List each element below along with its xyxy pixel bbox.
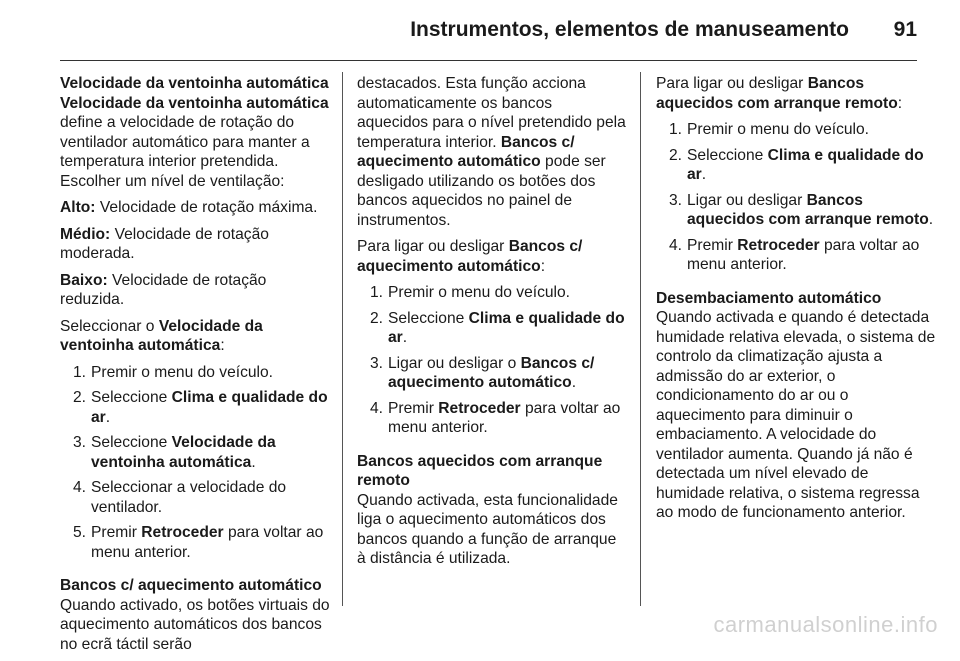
fan-speed-intro-text: define a velocidade de rotação do ventilador automático para manter a temperatura interior pretendida. Escolher um nível de ventilação: xyxy=(60,114,310,190)
option-baixo-text: Velocidade de rotação reduzida. xyxy=(60,271,267,308)
page-number: 91 xyxy=(893,18,917,41)
step-text-post: . xyxy=(402,329,408,346)
column-1 xyxy=(60,74,330,661)
list-item xyxy=(357,309,627,348)
option-medio xyxy=(60,225,330,264)
step-text xyxy=(91,363,330,383)
step-text-pre: Seleccione xyxy=(91,434,168,451)
list-item xyxy=(357,354,627,393)
toggle-text: Para ligar ou desligar xyxy=(357,238,505,255)
section-heading-heated-seats: Bancos c/ aquecimento automático xyxy=(60,577,322,594)
list-item xyxy=(60,523,330,562)
step-text xyxy=(388,354,627,393)
step-text-post: . xyxy=(701,166,707,183)
step-number: 4. xyxy=(369,399,383,417)
step-text xyxy=(388,283,627,303)
column-divider-2 xyxy=(640,72,641,606)
step-number: 3. xyxy=(72,434,86,451)
option-alto-label: Alto: xyxy=(60,199,96,216)
step-text-bold: Clima e qualidade do ar xyxy=(91,389,328,426)
step-text-post: para voltar ao menu anterior. xyxy=(687,236,920,273)
step-text-pre: Premir o menu do veículo. xyxy=(388,284,571,301)
step-text-bold: Velocidade da ventoinha automática xyxy=(91,434,276,471)
step-text xyxy=(91,388,330,427)
select-instruction-text: Seleccionar o xyxy=(60,317,155,335)
heated-seats-text: Quando activado, os botões virtuais do aquecimento automáticos dos bancos no ecrã táctil serão xyxy=(60,596,330,653)
step-text-pre: Seleccionar a velocidade do ventilador. xyxy=(91,479,287,516)
toggle-instruction xyxy=(357,237,627,276)
step-number: 2. xyxy=(668,146,682,164)
list-item xyxy=(656,120,936,140)
list-item xyxy=(60,388,330,427)
step-number: 4. xyxy=(72,479,86,496)
fan-speed-steps xyxy=(60,363,330,563)
option-baixo xyxy=(60,271,330,310)
option-medio-text: Velocidade de rotação moderada. xyxy=(60,225,269,262)
step-text-post: . xyxy=(105,408,111,426)
step-number: 1. xyxy=(369,284,383,301)
heated-seats-continued xyxy=(357,74,627,230)
step-text xyxy=(91,433,330,472)
option-baixo-label: Baixo: xyxy=(60,271,108,289)
heated-seats-steps xyxy=(357,283,627,438)
section-heading-remote-start-seats: Bancos aquecidos com arranque remoto xyxy=(357,452,603,489)
step-text-pre: Premir xyxy=(388,399,434,417)
list-item xyxy=(357,283,627,303)
fan-speed-intro xyxy=(60,94,330,192)
step-text-bold: Retroceder xyxy=(737,236,820,254)
remote-start-seats-text: Quando activada, esta funcionalidade liga o aquecimento automáticos dos bancos quando a função de arranque à distância é utilizada. xyxy=(357,491,618,567)
select-instruction-end: : xyxy=(220,337,225,354)
option-alto xyxy=(60,198,330,218)
step-number: 4. xyxy=(668,236,682,254)
step-text-pre: Ligar ou desligar o xyxy=(388,354,517,372)
step-text-pre: Premir xyxy=(687,236,733,254)
continued-bold: Bancos c/ aquecimento automático xyxy=(357,133,575,170)
select-instruction-bold: Velocidade da ventoinha automática xyxy=(60,317,263,354)
step-number: 5. xyxy=(72,524,86,541)
step-text-bold: Bancos c/ aquecimento automático xyxy=(388,354,595,391)
select-instruction xyxy=(60,317,330,356)
toggle-bold: Bancos c/ aquecimento automático xyxy=(357,238,583,275)
step-text-pre: Premir o menu do veículo. xyxy=(91,363,274,381)
step-text-pre: Seleccione xyxy=(91,389,168,406)
step-text-pre: Ligar ou desligar xyxy=(687,191,803,209)
list-item xyxy=(60,478,330,517)
step-text-pre: Seleccione xyxy=(388,309,465,327)
list-item xyxy=(656,236,936,275)
step-text-pre: Premir xyxy=(91,524,137,541)
step-text xyxy=(91,478,330,517)
page-header xyxy=(60,16,917,46)
step-text-bold: Clima e qualidade do ar xyxy=(687,146,924,183)
auto-defog-text: Quando activada e quando é detectada humidade relativa elevada, o sistema de controlo da climatização ajusta a admissão do ar exterior, o condicionamento do ar ou o aquecimento para diminuir o embaciamento. A velocidade do ventilador aumenta. Quando já não é detectada um nível elevado de humidade relativa, o sistema regressa ao modo de funcionamento anterior. xyxy=(656,309,936,521)
toggle-text: Para ligar ou desligar xyxy=(656,75,804,92)
step-text-post: . xyxy=(928,211,934,228)
toggle-end: : xyxy=(540,257,546,275)
list-item xyxy=(656,191,936,230)
toggle-end: : xyxy=(897,94,903,112)
column-2 xyxy=(357,74,627,576)
list-item xyxy=(60,363,330,383)
step-text xyxy=(687,146,936,185)
step-text-post: para voltar ao menu anterior. xyxy=(91,524,324,561)
step-text xyxy=(388,399,627,438)
step-text-bold: Retroceder xyxy=(438,399,521,417)
toggle-instruction-remote xyxy=(656,74,936,113)
continued-text-2: pode ser desligado utilizando os botões dos bancos aquecidos no painel de instrumentos. xyxy=(357,153,606,229)
step-number: 3. xyxy=(369,354,383,372)
column-divider-1 xyxy=(342,72,343,606)
remote-seats-steps xyxy=(656,120,936,275)
continued-text: destacados. Esta função acciona automaticamente os bancos aquecidos para o nível pretendido pela temperatura interior. xyxy=(357,75,626,151)
step-text xyxy=(91,523,330,562)
step-text-pre: Premir o menu do veículo. xyxy=(687,121,870,138)
header-divider xyxy=(60,60,917,61)
step-text xyxy=(687,236,936,275)
option-medio-label: Médio: xyxy=(60,225,111,243)
step-text xyxy=(687,120,936,140)
step-text-bold: Clima e qualidade do ar xyxy=(388,309,625,346)
step-number: 1. xyxy=(72,363,86,381)
step-text-bold: Bancos aquecidos com arranque remoto xyxy=(687,191,929,228)
section-heading-fan-speed: Velocidade da ventoinha automática xyxy=(60,75,329,92)
step-number: 2. xyxy=(369,309,383,327)
step-text-pre: Seleccione xyxy=(687,146,764,164)
toggle-bold: Bancos aquecidos com arranque remoto xyxy=(656,75,898,112)
step-text-post: . xyxy=(571,374,577,391)
header-title: Instrumentos, elementos de manuseamento xyxy=(410,18,849,41)
step-text xyxy=(388,309,627,348)
step-text-bold: Retroceder xyxy=(141,524,224,541)
fan-speed-intro-bold: Velocidade da ventoinha automática xyxy=(60,94,329,112)
step-number: 2. xyxy=(72,389,86,406)
column-3 xyxy=(656,74,936,530)
step-text-post: para voltar ao menu anterior. xyxy=(388,399,621,436)
list-item xyxy=(357,399,627,438)
step-number: 3. xyxy=(668,191,682,209)
step-text-post: . xyxy=(251,453,256,471)
list-item xyxy=(60,433,330,472)
step-number: 1. xyxy=(668,121,682,138)
list-item xyxy=(656,146,936,185)
section-heading-auto-defog: Desembaciamento automático xyxy=(656,289,882,307)
watermark: carmanualsonline.info xyxy=(713,612,938,637)
step-text xyxy=(687,191,936,230)
option-alto-text: Velocidade de rotação máxima. xyxy=(99,199,318,216)
